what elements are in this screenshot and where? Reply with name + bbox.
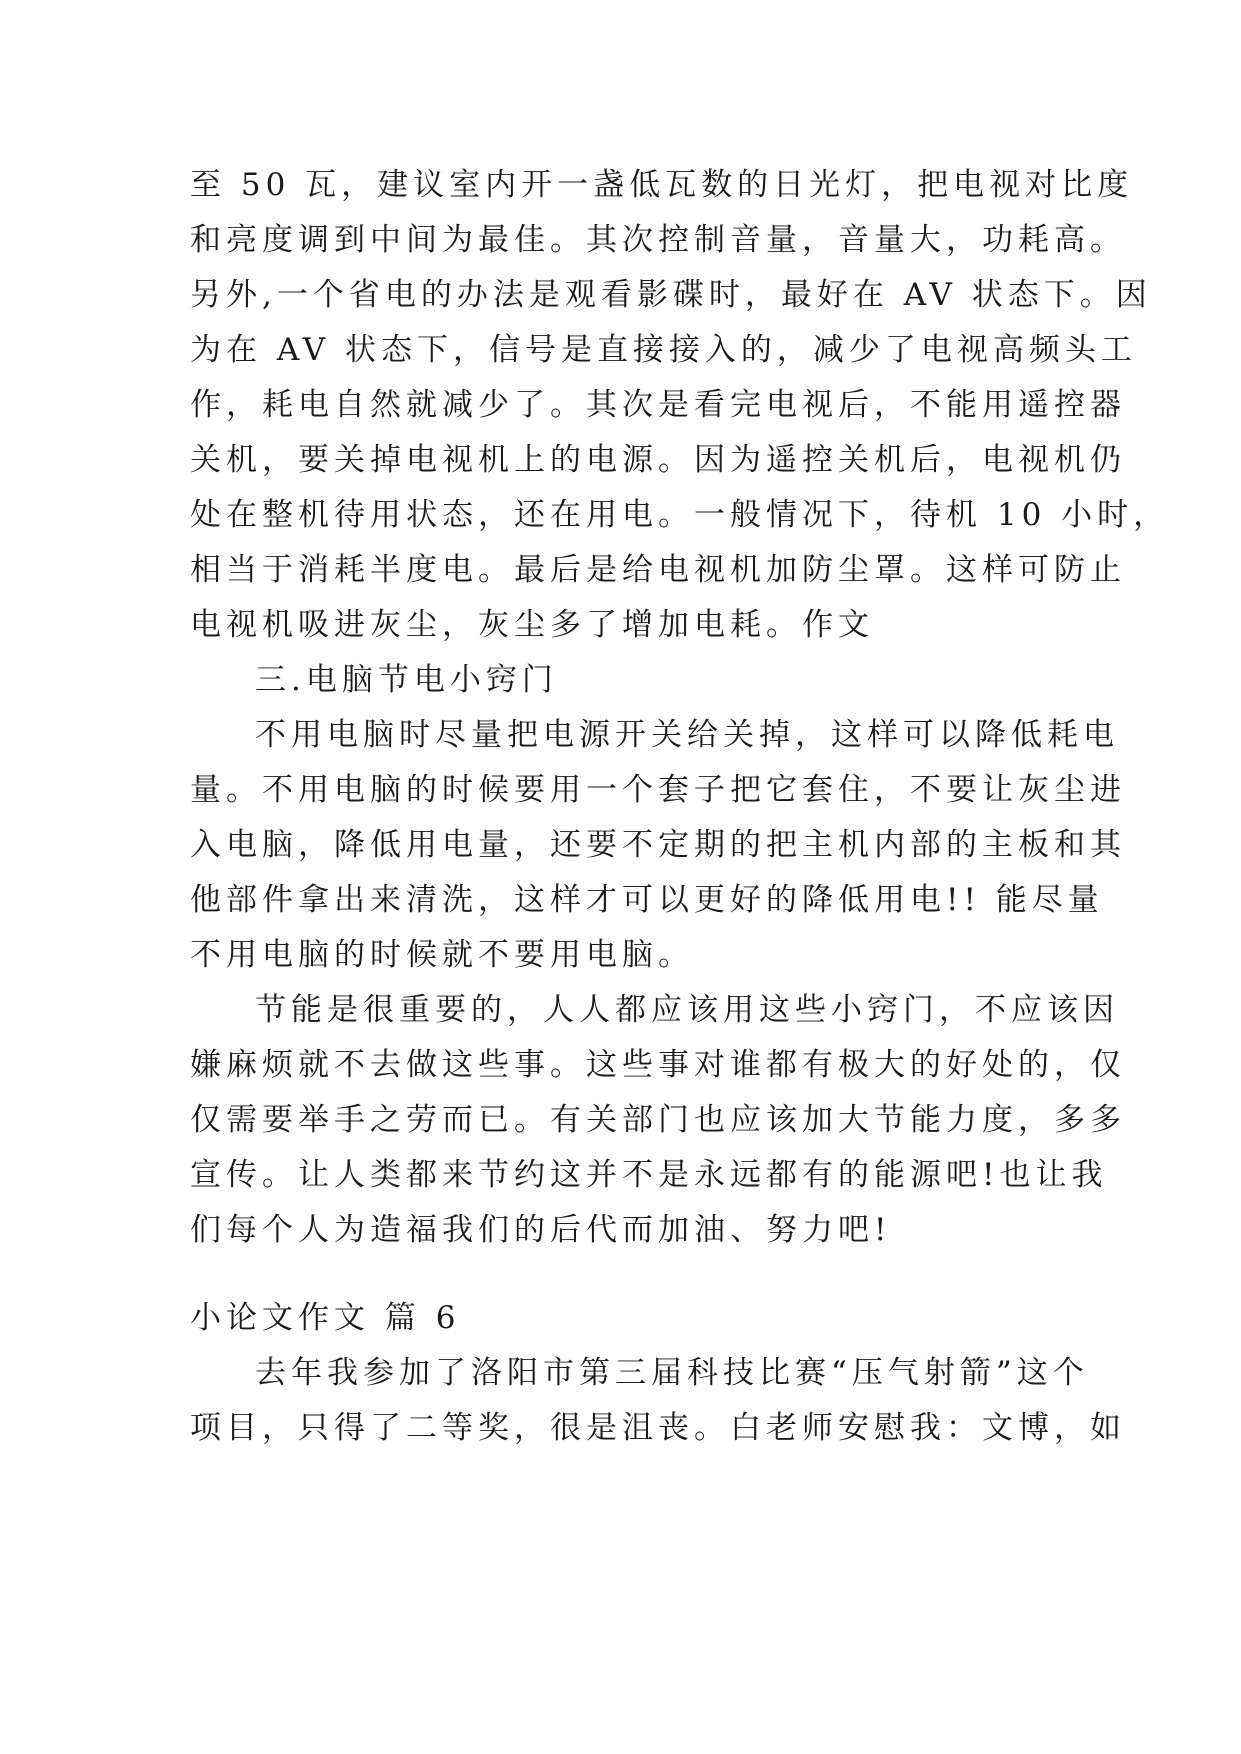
section-heading: 三.电脑节电小窍门 [255, 662, 558, 698]
text-line: 至 50 瓦，建议室内开一盏低瓦数的日光灯，把电视对比度 [190, 167, 1134, 203]
text-line: 关机，要关掉电视机上的电源。因为遥控关机后，电视机仍 [190, 442, 1126, 478]
text-line: 入电脑，降低用电量，还要不定期的把主机内部的主板和其 [190, 827, 1126, 863]
text-line: 不用电脑的时候就不要用电脑。 [190, 937, 694, 973]
text-line: 节能是很重要的，人人都应该用这些小窍门，不应该因 [255, 992, 1119, 1028]
section-title: 小论文作文 篇 6 [190, 1300, 461, 1336]
text-line: 他部件拿出来清洗，这样才可以更好的降低用电!! 能尽量 [190, 882, 1104, 918]
text-line: 处在整机待用状态，还在用电。一般情况下，待机 10 小时， [190, 497, 1170, 533]
text-line: 去年我参加了洛阳市第三届科技比赛“压气射箭”这个 [255, 1355, 1089, 1391]
text-line: 另外,一个省电的办法是观看影碟时，最好在 AV 状态下。因 [190, 277, 1152, 313]
text-line: 电视机吸进灰尘，灰尘多了增加电耗。作文 [190, 607, 874, 643]
text-line: 嫌麻烦就不去做这些事。这些事对谁都有极大的好处的，仅 [190, 1047, 1126, 1083]
text-line: 们每个人为造福我们的后代而加油、努力吧! [190, 1212, 892, 1248]
text-line: 和亮度调到中间为最佳。其次控制音量，音量大，功耗高。 [190, 222, 1126, 258]
text-line: 为在 AV 状态下，信号是直接接入的，减少了电视高频头工 [190, 332, 1137, 368]
text-line: 量。不用电脑的时候要用一个套子把它套住，不要让灰尘进 [190, 772, 1126, 808]
text-line: 仅需要举手之劳而已。有关部门也应该加大节能力度，多多 [190, 1102, 1126, 1138]
text-line: 项目，只得了二等奖，很是沮丧。白老师安慰我：文博，如 [190, 1410, 1126, 1446]
text-line: 作，耗电自然就减少了。其次是看完电视后，不能用遥控器 [190, 387, 1126, 423]
text-line: 宣传。让人类都来节约这并不是永远都有的能源吧!也让我 [190, 1157, 1108, 1193]
text-line: 不用电脑时尽量把电源开关给关掉，这样可以降低耗电 [255, 717, 1119, 753]
text-line: 相当于消耗半度电。最后是给电视机加防尘罩。这样可防止 [190, 552, 1126, 588]
